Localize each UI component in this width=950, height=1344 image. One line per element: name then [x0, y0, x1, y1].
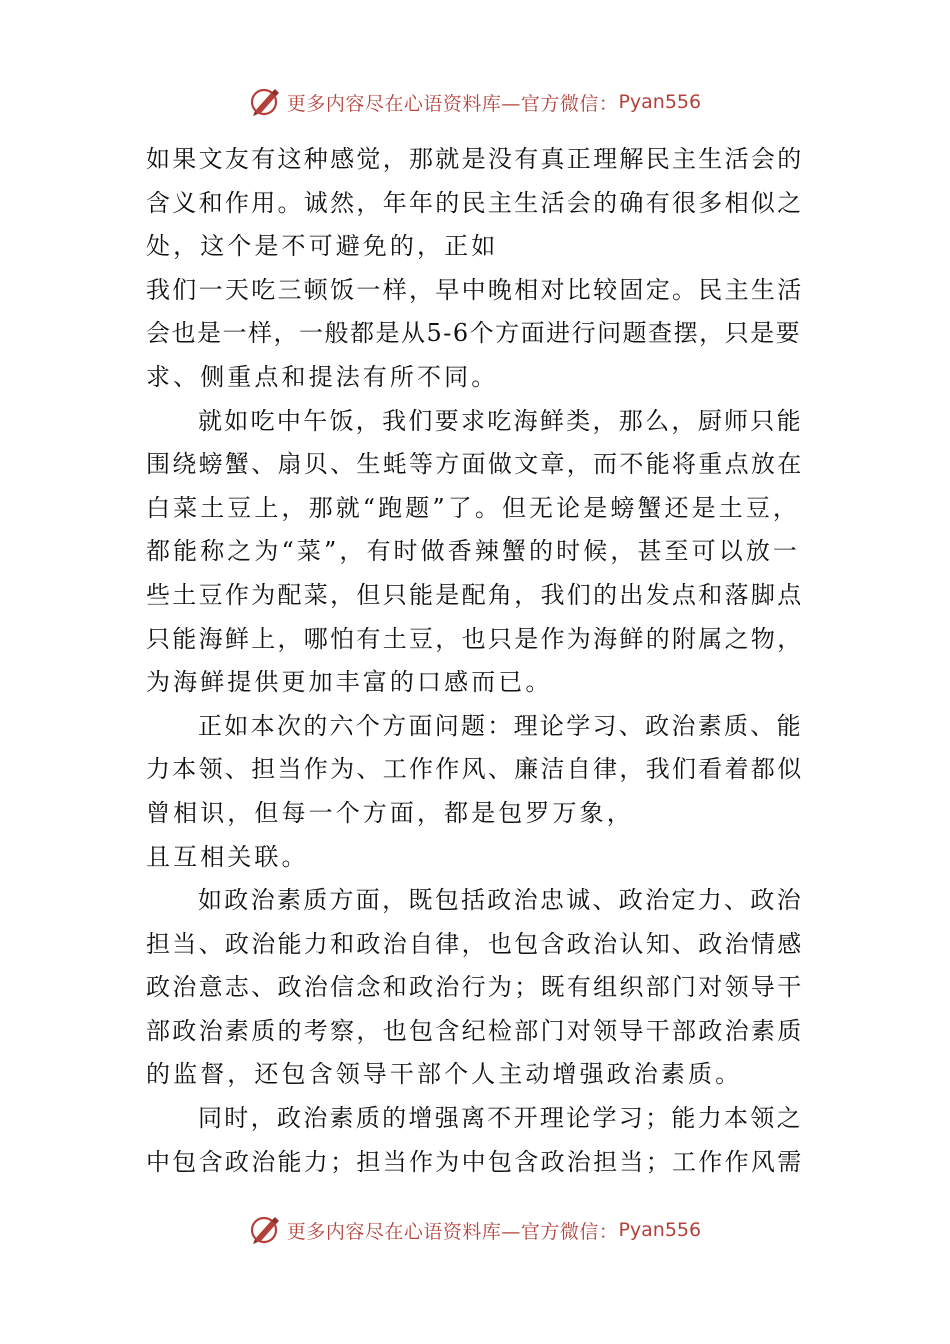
text-line: 如果文友有这种感觉，那就是没有真正理解民主生活会的 [146, 145, 804, 173]
text-line: 就如吃中午饭，我们要求吃海鲜类，那么，厨师只能 [198, 406, 803, 435]
pen-emblem-icon [249, 85, 283, 119]
text-line: 会也是一样，一般都是从5-6个方面进行问题查摆，只是要 [146, 319, 802, 348]
banner-text: 更多内容尽在心语资料库— [286, 1220, 521, 1243]
pen-emblem-icon [249, 1213, 283, 1247]
text-line: 正如本次的六个方面问题：理论学习、政治素质、能 [198, 711, 803, 740]
header-banner [0, 80, 950, 124]
text-line: 如政治素质方面，既包括政治忠诚、政治定力、政治 [198, 886, 803, 915]
text-line: 我们一天吃三顿饭一样，早中晚相对比较固定。民主生活 [146, 275, 804, 304]
text-line: 白菜土豆上，那就“跑题”了。但无论是螃蟹还是土豆， [146, 493, 801, 522]
text-line: 部政治素质的考察，也包含纪检部门对领导干部政治素质 [146, 1016, 804, 1045]
banner-wechat-id: Pyan556 [618, 91, 702, 113]
text-line: 中包含政治能力；担当作为中包含政治担当；工作作风需 [146, 1147, 804, 1176]
text-line: 含义和作用。诚然，年年的民主生活会的确有很多相似之 [146, 188, 804, 217]
text-line: 都能称之为“菜”，有时做香辣蟹的时候，甚至可以放一 [146, 537, 801, 566]
text-line: 担当、政治能力和政治自律，也包含政治认知、政治情感 [146, 929, 804, 958]
text-line: 且互相关联。 [146, 842, 309, 871]
text-line: 政治意志、政治信念和政治行为；既有组织部门对领导干 [146, 973, 804, 1002]
text-line: 的监督，还包含领导干部个人主动增强政治素质。 [146, 1060, 743, 1089]
text-line: 些土豆作为配菜，但只能是配角，我们的出发点和落脚点 [146, 580, 804, 609]
banner-wechat-label: 官方微信： [520, 92, 619, 115]
text-line: 求、侧重点和提法有所不同。 [146, 362, 499, 391]
banner-text: 更多内容尽在心语资料库— [286, 92, 521, 115]
text-line: 曾相识，但每一个方面，都是包罗万象， [146, 798, 634, 827]
text-line: 力本领、担当作为、工作作风、廉洁自律，我们看着都似 [146, 755, 804, 784]
text-line: 只能海鲜上，哪怕有土豆，也只是作为海鲜的附属之物， [146, 624, 804, 653]
text-line: 为海鲜提供更加丰富的口感而已。 [146, 668, 553, 697]
text-line: 处，这个是不可避免的，正如 [146, 232, 499, 261]
banner-wechat-id: Pyan556 [618, 1219, 702, 1241]
footer-banner [0, 1208, 950, 1252]
banner-wechat-label: 官方微信： [520, 1220, 619, 1243]
text-line: 同时，政治素质的增强离不开理论学习；能力本领之 [198, 1104, 803, 1133]
text-line: 围绕螃蟹、扇贝、生蚝等方面做文章，而不能将重点放在 [146, 450, 804, 479]
document-body [146, 138, 806, 1184]
